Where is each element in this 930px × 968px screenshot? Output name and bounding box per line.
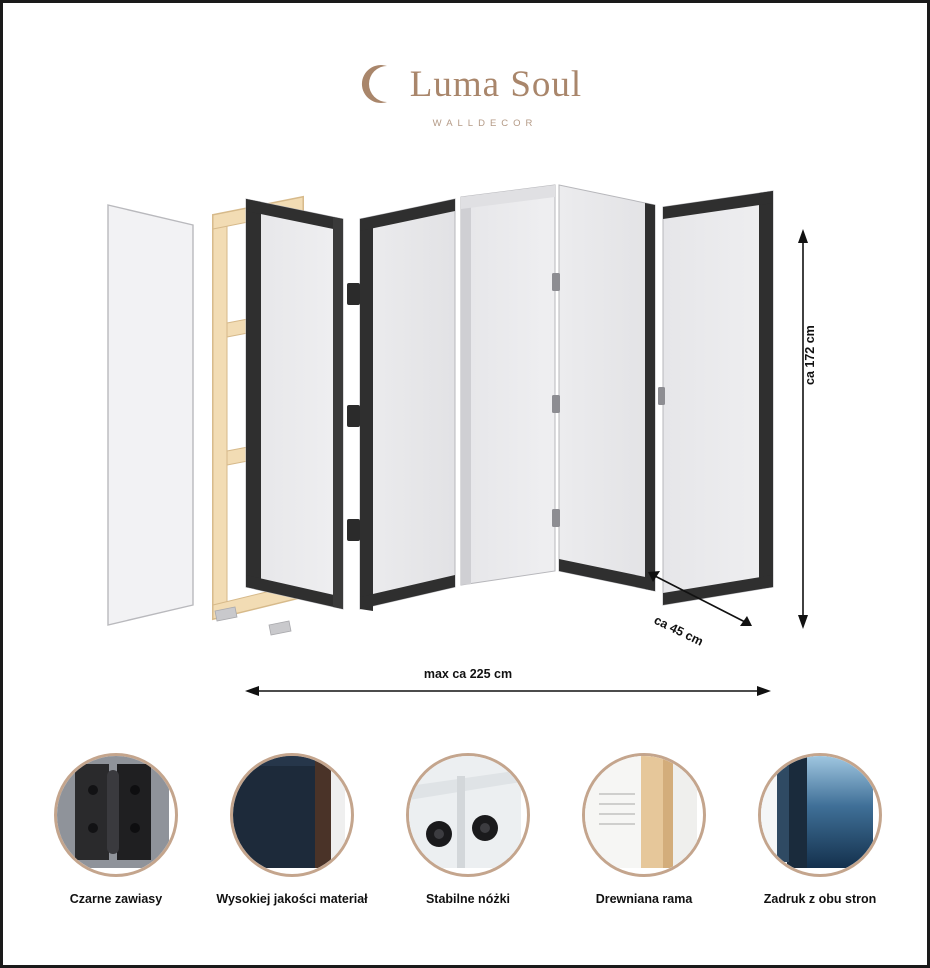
panel-outline-ghost xyxy=(108,205,193,625)
feature-item-feet xyxy=(388,753,548,908)
feature-label: Stabilne nóżki xyxy=(425,892,511,906)
double-sided-print-photo-icon xyxy=(758,753,882,877)
brand-tagline: WALLDECOR xyxy=(432,118,538,129)
feature-item-wooden-frame xyxy=(564,753,724,908)
crescent-moon-icon xyxy=(354,61,400,107)
divider-panel-4 xyxy=(559,185,655,591)
feature-label: Drewniana rama xyxy=(595,892,693,906)
feature-item-double-sided-print xyxy=(740,753,900,908)
feature-label: Zadruk z obu stron xyxy=(763,892,877,906)
dimension-label-depth: ca 45 cm xyxy=(651,613,706,649)
high-quality-material-photo-icon xyxy=(230,753,354,877)
brand-name: Luma Soul xyxy=(409,63,583,105)
feature-label: Wysokiej jakości materiał xyxy=(216,892,368,906)
feature-strip xyxy=(3,753,930,908)
brand-row xyxy=(354,61,582,107)
feature-item-material xyxy=(212,753,372,908)
dimension-arrow-width xyxy=(245,686,771,696)
stable-feet-photo-icon xyxy=(406,753,530,877)
divider-panel-5 xyxy=(658,191,773,605)
brand-header xyxy=(3,61,930,129)
dimension-arrow-height xyxy=(798,229,808,629)
divider-panel-1 xyxy=(246,199,343,609)
divider-panel-2 xyxy=(360,199,455,611)
divider-panel-3 xyxy=(461,185,555,585)
feature-label: Czarne zawiasy xyxy=(69,892,163,906)
product-illustration xyxy=(3,173,930,703)
dimension-label-height: ca 172 cm xyxy=(803,325,817,385)
hinge-group-a xyxy=(347,283,360,541)
wooden-frame-photo-icon xyxy=(582,753,706,877)
feature-item-hinges xyxy=(36,753,196,908)
black-hinge-photo-icon xyxy=(54,753,178,877)
dimension-label-width: max ca 225 cm xyxy=(423,667,513,681)
